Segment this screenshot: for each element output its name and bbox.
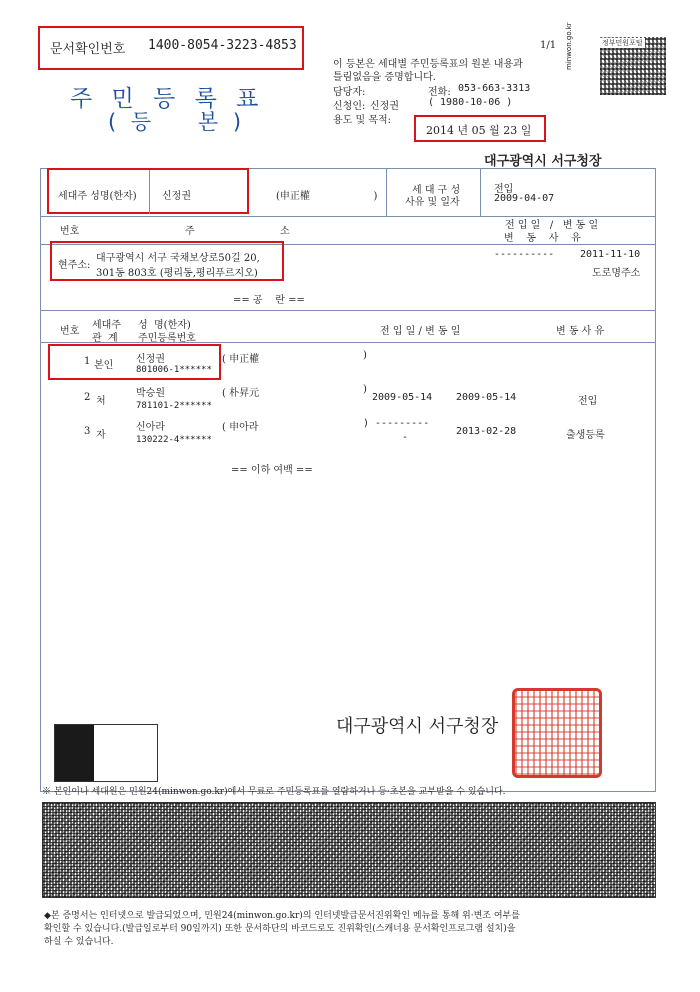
addr-col-addr2: 소 xyxy=(280,226,290,237)
members-col-name-1: 성 명(한자) xyxy=(138,320,191,331)
member-2-hanja: ( 朴昇元 xyxy=(222,388,260,399)
head-name-label: 세대주 성명(한자) xyxy=(58,191,137,202)
member-3-hanja: ( 申아라 xyxy=(222,422,259,433)
applicant-birth: ( 1980-10-06 ) xyxy=(428,97,513,108)
issuer-header: 대구광역시 서구청장 xyxy=(484,154,602,169)
address-line-2: 301동 803호 (평리동,평리푸르지오) xyxy=(96,268,258,279)
notice-2-line-2: 확인할 수 있습니다.(발급일로부터 90일까지) 또한 문서하단의 바코드로도 진위확인(스캐너용 문서확인프로그램 설치)을 xyxy=(44,924,516,934)
certify-text-1: 이 등본은 세대별 주민등록표의 원본 내용과 xyxy=(333,59,523,70)
confirm-number: 1400-8054-3223-4853 xyxy=(148,38,297,53)
composition-label-2: 사유 및 일자 xyxy=(405,197,460,208)
certify-text-2: 틀림없음을 증명합니다. xyxy=(333,72,436,83)
member-2-name: 박승원 xyxy=(136,388,165,399)
member-3-no: 3 xyxy=(84,426,91,437)
composition-label-1: 세 대 구 성 xyxy=(412,185,461,196)
members-col-dates: 전 입 일 / 변 동 일 xyxy=(380,326,461,337)
addr-col-no: 번호 xyxy=(60,226,80,237)
address-change-date: 2011-11-10 xyxy=(580,249,641,260)
member-3-rrn: 130222-4****** xyxy=(136,435,212,445)
head-name: 신정권 xyxy=(162,191,191,202)
members-end-note: == 이하 여백 == xyxy=(231,465,313,476)
gov-url: minwon.go.kr xyxy=(565,22,573,70)
document-subtitle: ( 등 본 ) xyxy=(108,110,246,134)
addr-col-move-1: 전 입 일 / 변 동 일 xyxy=(505,220,599,231)
member-2-reason: 전입 xyxy=(578,396,598,407)
head-hanja: (申正權 ) xyxy=(276,191,378,202)
members-col-rel-1: 세대주 xyxy=(92,320,121,331)
member-2-close: ) xyxy=(363,384,367,395)
member-3-move-in: - xyxy=(402,432,409,443)
current-address-label: 현주소: xyxy=(58,260,91,271)
address-blank-note: == 공 란 == xyxy=(233,295,305,306)
confirm-number-label: 문서확인번호 xyxy=(50,42,126,57)
document-title: 주 민 등 록 표 xyxy=(70,86,265,112)
officer-label: 담당자: xyxy=(333,87,366,98)
applicant-name: 신정권 xyxy=(370,101,399,112)
member-3-reason: 출생등록 xyxy=(566,430,605,441)
member-1-no: 1 xyxy=(84,356,91,367)
address-line-1: 대구광역시 서구 국채보상로50길 20, xyxy=(96,253,260,264)
member-2-change: 2009-05-14 xyxy=(456,392,517,403)
notice-2-line-3: 하실 수 있습니다. xyxy=(44,937,114,947)
official-seal xyxy=(512,688,602,778)
phone-value: 053-663-3313 xyxy=(458,83,531,94)
issue-date: 2014 년 05 월 23 일 xyxy=(426,124,532,137)
scan-box xyxy=(54,724,158,782)
notice-2-line-1: ◆본 증명서는 인터넷으로 발급되었으며, 민원24(minwon.go.kr)의 인터넷발급문서진위확인 메뉴를 통해 위·변조 여부를 xyxy=(44,911,520,921)
member-2-move-in: 2009-05-14 xyxy=(372,392,433,403)
member-2-rrn: 781101-2****** xyxy=(136,401,212,411)
addr-col-move-2: 변 동 사 유 xyxy=(504,233,581,244)
applicant-label: 신청인: xyxy=(333,101,366,112)
member-1-rrn: 801006-1****** xyxy=(136,365,212,375)
member-2-relation: 처 xyxy=(96,396,106,407)
member-1-relation: 본인 xyxy=(94,360,114,371)
member-1-close: ) xyxy=(363,350,367,361)
addr-col-addr1: 주 xyxy=(185,226,195,237)
phone-label: 전화: xyxy=(428,87,451,98)
composition-date: 2009-04-07 xyxy=(494,193,555,204)
member-3-name: 신아라 xyxy=(136,422,165,433)
members-col-no: 번호 xyxy=(60,326,80,337)
member-3-change: 2013-02-28 xyxy=(456,426,517,437)
member-2-no: 2 xyxy=(84,392,91,403)
member-1-hanja: ( 申正權 xyxy=(222,354,260,365)
gov-mark: 정부민원포털 xyxy=(602,39,643,47)
notice-1: ※ 본인이나 세대원은 민원24(minwon.go.kr)에서 무료로 주민등록표를 열람하거나 등·초본을 교부받을 수 있습니다. xyxy=(42,787,506,797)
address-change-reason: 도로명주소 xyxy=(592,268,641,279)
member-3-relation: 자 xyxy=(96,430,106,441)
members-col-rel-2: 관 계 xyxy=(92,333,118,344)
issuer-big: 대구광역시 서구청장 xyxy=(336,716,499,737)
verification-barcode xyxy=(42,802,656,898)
member-3-close: ) --------- xyxy=(363,418,430,429)
members-col-name-2: 주민등록번호 xyxy=(138,333,196,344)
composition-reason: 전입 xyxy=(494,184,514,195)
address-move-in: ---------- xyxy=(494,249,555,260)
page-number: 1/1 xyxy=(540,40,557,51)
members-col-reason: 변 동 사 유 xyxy=(556,326,605,337)
purpose-label: 용도 및 목적: xyxy=(333,115,392,126)
member-1-name: 신정권 xyxy=(136,354,165,365)
